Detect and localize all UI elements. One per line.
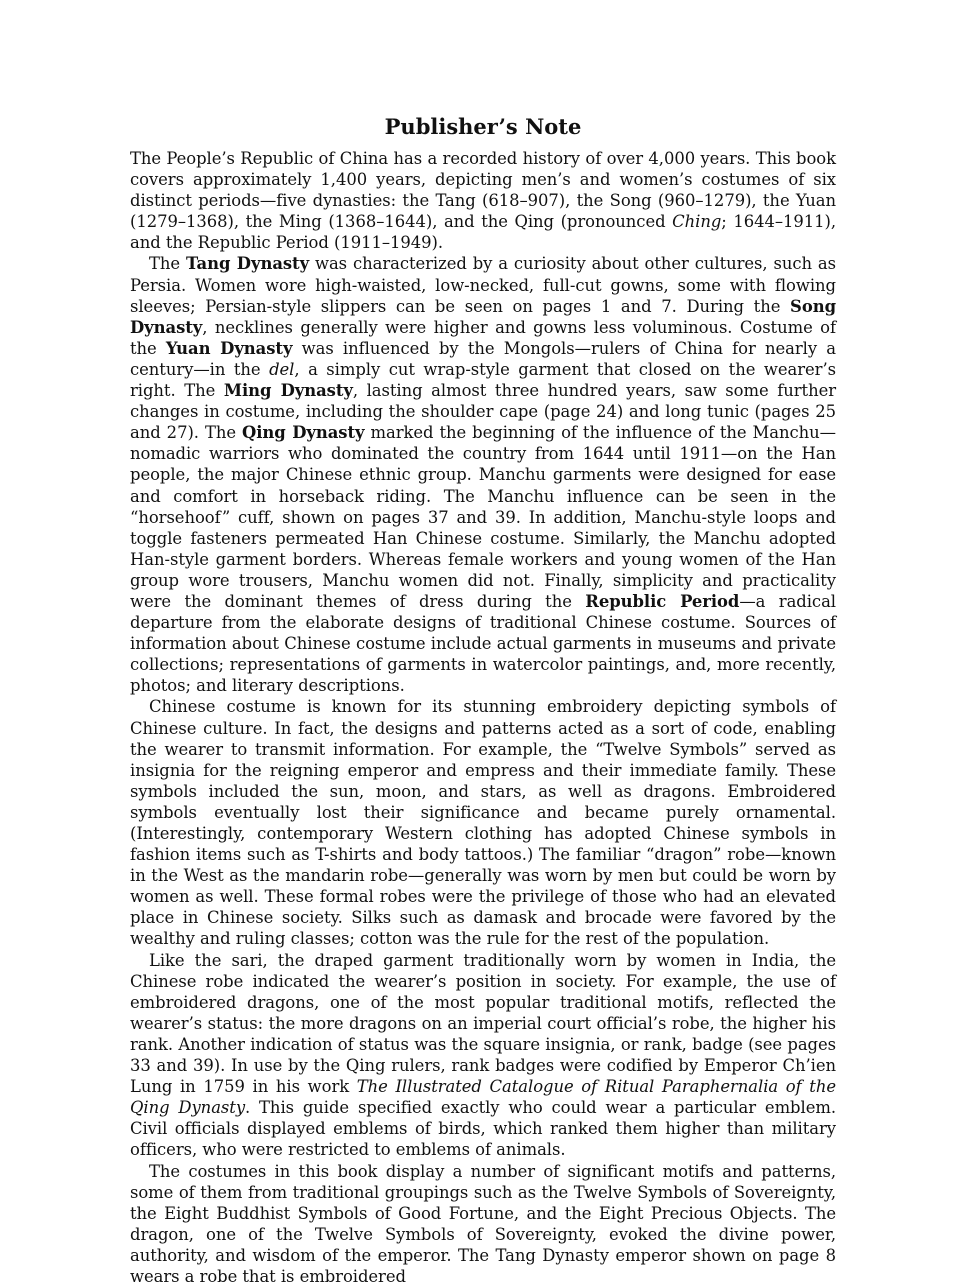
text-run: . This guide specified exactly who could wear a particular emblem. Civil officials displayed emblems of birds, which ranked them higher than military officers, who were restricted to emblems of animals.	[130, 1098, 836, 1159]
text-run-bold: Tang Dynasty	[186, 254, 309, 273]
text-run: The	[149, 254, 186, 273]
text-run: , lasting almost three hundred years, saw some further changes in costume, including the shoulder cape (page 24) and long tunic (pages 25 and 27). The	[130, 381, 836, 442]
page-title: Publisher’s Note	[130, 112, 836, 142]
text-run: , necklines generally were higher and gowns less voluminous. Costume of the	[130, 318, 836, 358]
text-run: was characterized by a curiosity about other cultures, such as Persia. Women wore high-waisted, low-necked, full-cut gowns, some with flowing sleeves; Persian-style slippers can be seen on pages 1 and 7. During the	[130, 254, 836, 315]
text-run: marked the beginning of the influence of the Manchu—nomadic warriors who dominated the country from 1644 until 1911—on the Han people, the major Chinese ethnic group. Manchu garments were designed for ease and comfort in horseback riding. The Manchu influence can be seen in the “horsehoof” cuff, shown on pages 37 and 39. In addition, Manchu-style loops and toggle fasteners permeated Han Chinese costume. Similarly, the Manchu adopted Han-style garment borders. Whereas female workers and young women of the Han group wore trousers, Manchu women did not. Finally, simplicity and practicality were the dominant themes of dress during the	[130, 423, 836, 611]
text-run: —a radical departure from the elaborate designs of traditional Chinese costume. Sources of information about Chinese costume include actual garments in museums and private collections; representations of garments in watercolor paintings, and, more recently, photos; and literary descriptions.	[130, 592, 836, 695]
paragraph-intro	[130, 148, 836, 253]
text-run: , a simply cut wrap-style garment that closed on the wearer’s right. The	[130, 360, 836, 400]
paragraph-dynasties	[130, 253, 836, 696]
text-run: The costumes in this book display a number of significant motifs and patterns, some of them from traditional groupings such as the Twelve Symbols of Sovereignty, the Eight Buddhist Symbols of Good Fortune, and the Eight Precious Objects. The dragon, one of the Twelve Symbols of Sovereignty, evoked the divine power, authority, and wisdom of the emperor. The Tang Dynasty emperor shown on page 8 wears a robe that is embroidered	[130, 1162, 836, 1286]
text-run: Like the sari, the draped garment traditionally worn by women in India, the Chinese robe indicated the wearer’s position in society. For example, the use of embroidered dragons, one of the most popular traditional motifs, reflected the wearer’s status: the more dragons on an imperial court official’s robe, the higher his rank. Another indication of status was the square insignia, or rank, badge (see pages 33 and 39). In use by the Qing rulers, rank badges were codified by Emperor Ch’ien Lung in 1759 in his work	[130, 951, 836, 1097]
paragraph-embroidery	[130, 696, 836, 949]
text-run: Chinese costume is known for its stunning embroidery depicting symbols of Chinese culture. In fact, the designs and patterns acted as a sort of code, enabling the wearer to transmit information. For example, the “Twelve Symbols” served as insignia for the reigning emperor and empress and their immediate family. These symbols included the sun, moon, and stars, as well as dragons. Embroidered symbols eventually lost their significance and became purely ornamental. (Interestingly, contemporary Western clothing has adopted Chinese symbols in fashion items such as T-shirts and body tattoos.) The familiar “dragon” robe—known in the West as the mandarin robe—generally was worn by men but could be worn by women as well. These formal robes were the privilege of those who had an elevated place in Chinese society. Silks such as damask and brocade were favored by the wealthy and ruling classes; cotton was the rule for the rest of the population.	[130, 697, 836, 948]
text-run-italic: del	[269, 360, 294, 379]
text-run-bold: Ming Dynasty	[224, 381, 353, 400]
text-run-bold: Republic Period	[585, 592, 739, 611]
text-run: was influenced by the Mongols—rulers of China for nearly a century—in the	[130, 339, 836, 379]
text-run-italic: The Illustrated Catalogue of Ritual Paraphernalia of the Qing Dynasty	[130, 1077, 836, 1117]
text-run-italic: Ching	[672, 212, 721, 231]
document-page	[130, 112, 836, 1287]
paragraph-motifs	[130, 1161, 836, 1287]
text-run-bold: Qing Dynasty	[242, 423, 364, 442]
text-run: ; 1644–1911), and the Republic Period (1911–1949).	[130, 212, 836, 252]
text-run-bold: Yuan Dynasty	[166, 339, 293, 358]
paragraph-status	[130, 950, 836, 1161]
text-run: The People’s Republic of China has a recorded history of over 4,000 years. This book covers approximately 1,400 years, depicting men’s and women’s costumes of six distinct periods—five dynasties: the Tang (618–907), the Song (960–1279), the Yuan (1279–1368), the Ming (1368–1644), and the Qing (pronounced	[130, 149, 836, 231]
text-run-bold: Song Dynasty	[130, 297, 836, 337]
